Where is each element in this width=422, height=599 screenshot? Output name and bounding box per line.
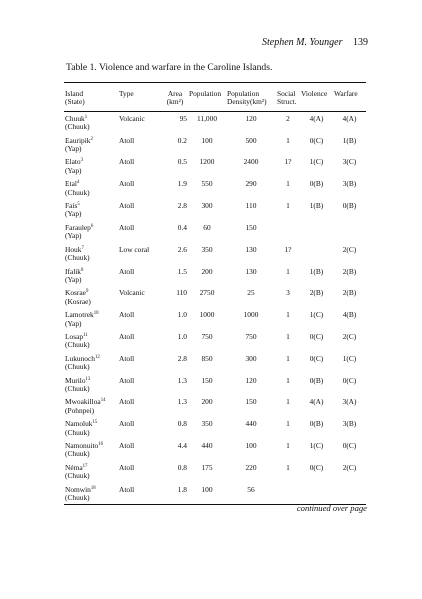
- type-cell: Atoll: [119, 441, 135, 450]
- island-cell: [64, 483, 118, 505]
- table-row: [64, 199, 366, 221]
- island-name: Mwoakilloa: [65, 397, 101, 407]
- social-cell: 1: [286, 375, 290, 385]
- island-name: Ifalik: [65, 266, 82, 276]
- area-cell: 0.5: [177, 157, 187, 167]
- density-cell: 120: [245, 113, 257, 123]
- table-header: [64, 83, 366, 112]
- violence-cell: 1(C): [309, 441, 324, 450]
- column-header: [300, 83, 333, 112]
- island-cell: [64, 155, 118, 177]
- area-cell: 4.4: [177, 441, 187, 450]
- island-cell: [64, 265, 118, 287]
- pop-cell: 2750: [199, 288, 215, 298]
- island-name: Fais: [65, 201, 78, 211]
- island-cell: [64, 439, 118, 461]
- table-body: [64, 111, 366, 505]
- area-cell: 1.9: [177, 179, 187, 189]
- table-row: [64, 265, 366, 287]
- pop-cell: 60: [203, 222, 211, 232]
- violence-cell: 4(A): [309, 113, 324, 123]
- table-row: [64, 111, 366, 133]
- table-row: [64, 439, 366, 461]
- pop-cell: 850: [201, 353, 213, 363]
- social-cell: 1: [286, 441, 290, 450]
- density-cell: 150: [245, 397, 257, 407]
- table-row: [64, 352, 366, 374]
- island-cell: [64, 352, 118, 374]
- warfare-cell: 3(B): [342, 419, 357, 429]
- island-name: Etal: [65, 179, 77, 189]
- density-cell: 440: [245, 419, 257, 429]
- area-cell: 2.6: [177, 244, 187, 254]
- area-cell: 110: [176, 288, 187, 298]
- column-header: [276, 83, 300, 112]
- column-header-line2: Density(km²): [227, 97, 267, 107]
- table-row: [64, 417, 366, 439]
- table-row: [64, 243, 366, 265]
- violence-cell: 1(B): [309, 201, 324, 211]
- island-cell: [64, 134, 118, 156]
- column-header-line1: Violence: [301, 89, 328, 98]
- warfare-cell: 2(B): [342, 266, 357, 276]
- warfare-cell: [333, 221, 366, 243]
- pop-cell: 1200: [199, 157, 215, 167]
- running-header-author: Stephen M. Younger: [262, 37, 343, 48]
- column-header-line1: Warfare: [334, 89, 358, 98]
- island-state: (Chuuk): [65, 340, 90, 350]
- column-header: [226, 83, 276, 112]
- area-cell: 1.5: [177, 266, 187, 276]
- social-cell: 2: [286, 113, 290, 123]
- violence-cell: 2(B): [309, 288, 324, 298]
- density-cell: 290: [245, 179, 257, 189]
- island-name: Elato: [65, 157, 81, 167]
- social-cell: 3: [286, 288, 290, 298]
- table-row: [64, 155, 366, 177]
- footnote-marker: 11: [83, 332, 88, 338]
- type-cell: Atoll: [119, 419, 135, 429]
- social-cell: 1: [286, 266, 290, 276]
- type-cell: Volcanic: [119, 113, 145, 123]
- footnote-marker: 2: [90, 136, 93, 142]
- warfare-cell: 3(C): [342, 157, 357, 167]
- pop-cell: 200: [201, 397, 213, 407]
- type-cell: Atoll: [119, 135, 135, 145]
- footnote-marker: 15: [92, 420, 98, 426]
- island-cell: [64, 417, 118, 439]
- warfare-cell: 2(C): [342, 244, 357, 254]
- footnote-marker: 10: [93, 311, 99, 317]
- island-state: (Chuuk): [65, 383, 90, 393]
- warfare-cell: 1(B): [342, 135, 357, 145]
- type-cell: Volcanic: [119, 288, 145, 298]
- social-cell: 1?: [284, 157, 292, 167]
- violence-cell: 0(C): [309, 353, 324, 363]
- type-cell: Atoll: [119, 310, 135, 320]
- table-row: [64, 286, 366, 308]
- area-cell: 2.8: [177, 353, 187, 363]
- warfare-cell: 3(A): [342, 397, 357, 407]
- footnote-marker: 5: [77, 202, 80, 208]
- area-cell: 1.3: [177, 397, 187, 407]
- social-cell: 1: [286, 419, 290, 429]
- island-name: Chuuk: [65, 113, 85, 123]
- island-name: Kosrae: [65, 288, 86, 298]
- density-cell: 56: [247, 484, 255, 494]
- footnote-marker: 1: [84, 114, 88, 120]
- table-row: [64, 374, 366, 396]
- column-header: [118, 83, 162, 112]
- violence-cell: 0(B): [309, 375, 324, 385]
- column-header-line1: Population: [189, 89, 222, 98]
- warfare-cell: 2(C): [342, 462, 357, 472]
- island-state: (Kosrae): [65, 296, 91, 306]
- type-cell: Atoll: [119, 462, 135, 472]
- island-name: Murilo: [65, 375, 86, 385]
- warfare-cell: 0(B): [342, 201, 357, 211]
- type-cell: Atoll: [119, 331, 135, 341]
- column-header-line2: Struct.: [277, 97, 297, 107]
- density-cell: 750: [245, 331, 257, 341]
- table-row: [64, 177, 366, 199]
- social-cell: [276, 483, 300, 505]
- density-cell: 500: [245, 135, 257, 145]
- area-cell: 0.8: [177, 419, 187, 429]
- island-cell: [64, 395, 118, 417]
- violence-cell: 0(B): [309, 179, 324, 189]
- social-cell: 1: [286, 310, 290, 320]
- island-state: (Pohnpei): [65, 405, 95, 415]
- column-header: [64, 83, 118, 112]
- island-cell: [64, 286, 118, 308]
- island-name: Namoluk: [65, 419, 93, 429]
- continued-note: continued over page: [296, 503, 367, 513]
- island-cell: [64, 330, 118, 352]
- island-state: (Chuuk): [65, 471, 90, 481]
- pop-cell: 750: [201, 331, 213, 341]
- island-name: Namonuito: [65, 441, 99, 450]
- type-cell: Low coral: [119, 244, 150, 254]
- table-container: [64, 82, 366, 505]
- density-cell: 110: [245, 201, 257, 211]
- warfare-cell: 3(B): [342, 179, 357, 189]
- warfare-cell: 2(B): [342, 288, 357, 298]
- pop-cell: 300: [201, 201, 213, 211]
- running-header: [262, 37, 368, 48]
- island-name: Nomwin: [65, 484, 91, 494]
- density-cell: 220: [245, 462, 257, 472]
- type-cell: Atoll: [119, 375, 135, 385]
- island-state: (Yap): [65, 165, 82, 175]
- warfare-cell: 1(C): [342, 353, 357, 363]
- island-state: (Yap): [65, 144, 82, 154]
- column-header-line1: Population: [227, 89, 260, 98]
- island-name: Houk: [65, 244, 82, 254]
- pop-cell: 100: [201, 135, 213, 145]
- area-cell: 1.0: [177, 331, 187, 341]
- pop-cell: 200: [201, 266, 213, 276]
- footnote-marker: 4: [76, 180, 80, 186]
- island-name: Lukunoch: [65, 353, 95, 363]
- page-number: 139: [353, 37, 368, 48]
- type-cell: Atoll: [119, 201, 135, 211]
- pop-cell: 11,000: [196, 113, 218, 123]
- density-cell: 130: [245, 244, 257, 254]
- footnote-marker: 17: [82, 463, 88, 469]
- violence-cell: [300, 483, 333, 505]
- violence-cell: [300, 243, 333, 265]
- violence-cell: 4(A): [309, 397, 324, 407]
- warfare-cell: 4(A): [342, 113, 357, 123]
- island-cell: [64, 243, 118, 265]
- density-cell: 25: [247, 288, 255, 298]
- density-cell: 100: [245, 441, 257, 450]
- island-name: Faraulep: [65, 222, 91, 232]
- footnote-marker: 18: [90, 485, 96, 491]
- pop-cell: 150: [201, 375, 213, 385]
- island-cell: [64, 461, 118, 483]
- table-row: [64, 330, 366, 352]
- type-cell: Atoll: [119, 222, 135, 232]
- area-cell: 95: [179, 113, 187, 123]
- island-state: (Yap): [65, 231, 82, 241]
- pop-cell: 100: [201, 484, 213, 494]
- island-state: (Chuuk): [65, 449, 90, 459]
- island-state: (Chuuk): [65, 362, 90, 372]
- social-cell: 1: [286, 201, 290, 211]
- island-state: (Chuuk): [65, 187, 90, 197]
- column-header: [333, 83, 366, 112]
- island-state: (Chuuk): [65, 253, 90, 263]
- column-header: [162, 83, 188, 112]
- island-name: Eauripik: [65, 135, 91, 145]
- island-cell: [64, 177, 118, 199]
- island-state: (Yap): [65, 274, 82, 284]
- footnote-marker: 3: [80, 158, 84, 164]
- density-cell: 2400: [243, 157, 259, 167]
- social-cell: 1: [286, 462, 290, 472]
- social-cell: 1?: [284, 244, 292, 254]
- island-state: (Yap): [65, 209, 82, 219]
- footnote-marker: 14: [100, 398, 106, 404]
- density-cell: 300: [245, 353, 257, 363]
- type-cell: Atoll: [119, 179, 135, 189]
- table-row: [64, 483, 366, 505]
- area-cell: 0.8: [177, 462, 187, 472]
- footnote-marker: 9: [85, 289, 89, 295]
- type-cell: Atoll: [119, 157, 135, 167]
- column-header-line1: Type: [119, 89, 134, 98]
- area-cell: 1.0: [177, 310, 187, 320]
- column-header-line2: (State): [65, 97, 85, 107]
- social-cell: 1: [286, 397, 290, 407]
- island-state: (Chuuk): [65, 122, 90, 132]
- island-name: Lamotrek: [65, 310, 94, 320]
- island-cell: [64, 221, 118, 243]
- pop-cell: 440: [201, 441, 213, 450]
- footnote-marker: 12: [94, 354, 100, 360]
- violence-cell: [300, 221, 333, 243]
- island-name: Néma: [65, 462, 83, 472]
- warfare-cell: 2(C): [342, 331, 357, 341]
- area-cell: 2.8: [177, 201, 187, 211]
- island-state: (Chuuk): [65, 427, 90, 437]
- island-cell: [64, 111, 118, 133]
- violence-cell: 0(C): [309, 462, 324, 472]
- warfare-cell: [333, 483, 366, 505]
- violence-cell: 0(B): [309, 419, 324, 429]
- violence-warfare-table: [64, 82, 366, 505]
- warfare-cell: 0(C): [342, 441, 357, 450]
- pop-cell: 550: [201, 179, 213, 189]
- island-state: (Chuuk): [65, 493, 90, 503]
- violence-cell: 1(C): [309, 157, 324, 167]
- column-header: [188, 83, 226, 112]
- island-cell: [64, 374, 118, 396]
- area-cell: 1.8: [177, 484, 187, 494]
- type-cell: Atoll: [119, 353, 135, 363]
- area-cell: 1.3: [177, 375, 187, 385]
- island-name: Losap: [65, 331, 84, 341]
- warfare-cell: 4(B): [342, 310, 357, 320]
- density-cell: 130: [245, 266, 257, 276]
- type-cell: Atoll: [119, 397, 135, 407]
- column-header-line1: Area: [167, 89, 183, 98]
- column-header-line1: Island: [65, 89, 84, 98]
- density-cell: 150: [245, 222, 257, 232]
- footnote-marker: 8: [81, 267, 84, 273]
- density-cell: 1000: [243, 310, 259, 320]
- density-cell: 120: [245, 375, 257, 385]
- table-row: [64, 134, 366, 156]
- column-header-line1: Social: [277, 89, 296, 98]
- social-cell: [276, 221, 300, 243]
- table-caption: Table 1. Violence and warfare in the Caroline Islands.: [66, 62, 273, 73]
- table-row: [64, 221, 366, 243]
- table-row: [64, 308, 366, 330]
- violence-cell: 1(C): [309, 310, 324, 320]
- island-state: (Yap): [65, 318, 82, 328]
- social-cell: 1: [286, 179, 290, 189]
- pop-cell: 350: [201, 419, 213, 429]
- footnote-marker: 7: [81, 245, 84, 251]
- area-cell: 0.2: [177, 135, 187, 145]
- social-cell: 1: [286, 353, 290, 363]
- pop-cell: 175: [201, 462, 213, 472]
- type-cell: Atoll: [119, 266, 135, 276]
- footnote-marker: 6: [90, 223, 94, 229]
- warfare-cell: 0(C): [342, 375, 357, 385]
- area-cell: 0.4: [177, 222, 187, 232]
- pop-cell: 1000: [199, 310, 215, 320]
- column-header-line2: (km²): [166, 97, 184, 107]
- island-cell: [64, 199, 118, 221]
- pop-cell: 350: [201, 244, 213, 254]
- violence-cell: 1(B): [309, 266, 324, 276]
- social-cell: 1: [286, 135, 290, 145]
- island-cell: [64, 308, 118, 330]
- footnote-marker: 16: [98, 442, 104, 447]
- type-cell: Atoll: [119, 484, 135, 494]
- social-cell: 1: [286, 331, 290, 341]
- violence-cell: 0(C): [309, 135, 324, 145]
- violence-cell: 0(C): [309, 331, 324, 341]
- table-row: [64, 395, 366, 417]
- table-row: [64, 461, 366, 483]
- footnote-marker: 13: [85, 376, 91, 382]
